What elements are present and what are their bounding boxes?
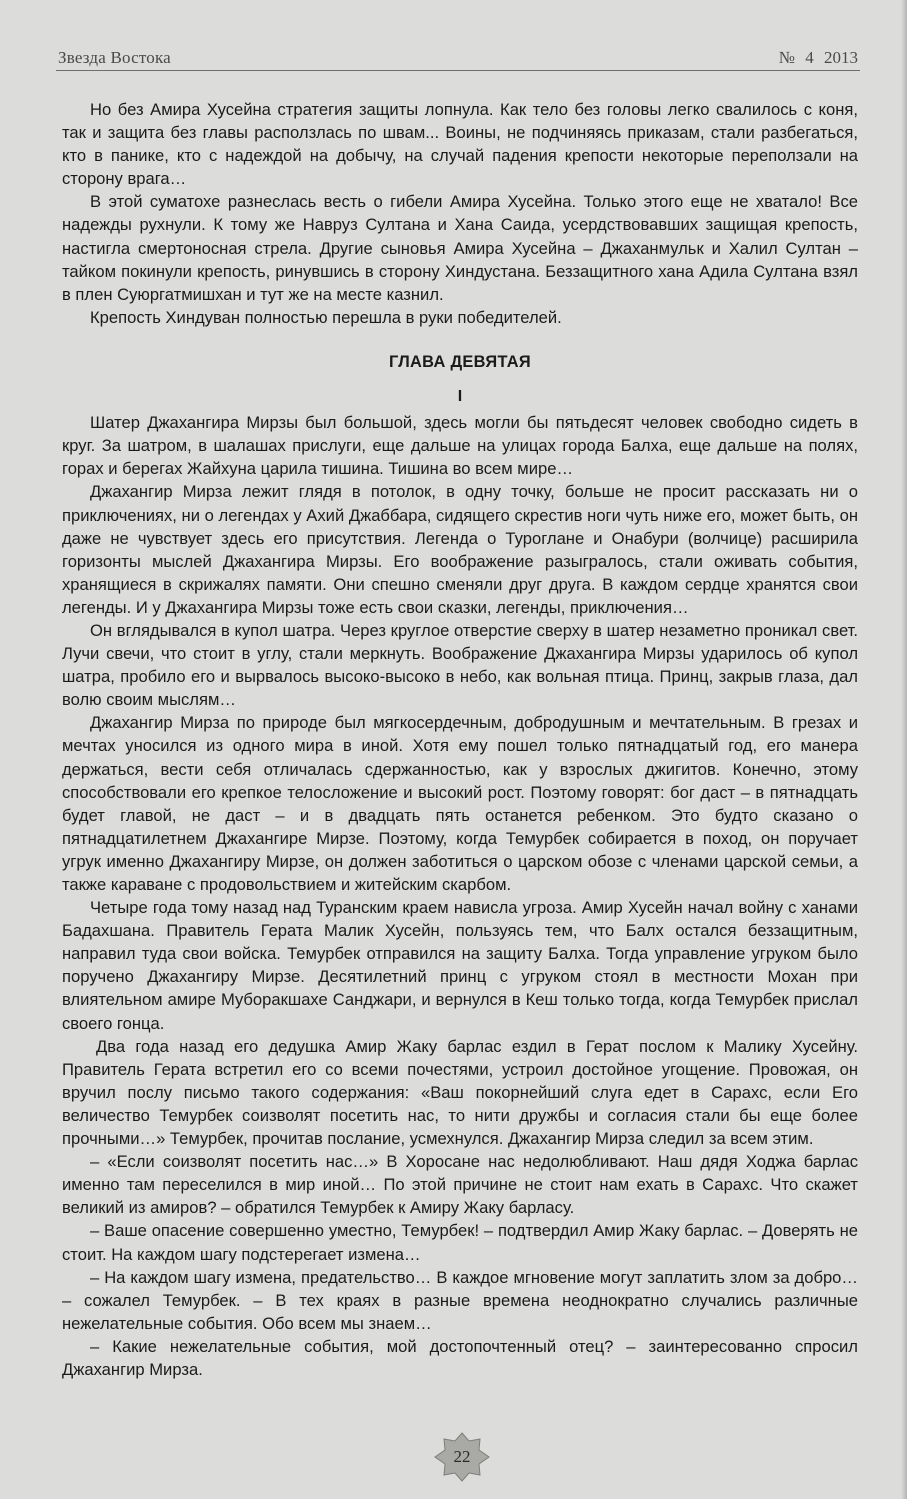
paragraph: – «Если соизволят посетить нас…» В Хоросане нас недолюбливают. Наш дядя Ходжа барлас именно там переселился в мир иной… По этой причине не стоит нам ехать в Сарахс. Что скажет великий из амиров? – обратился Темурбек к Амиру Жаку барласу. [62, 1152, 858, 1218]
page-number-badge [434, 1432, 490, 1482]
paragraph: Два года назад его дедушка Амир Жаку барлас ездил в Герат послом к Малику Хусейну. Правитель Герата встретил его со всеми почестями, устроил достойное угощение. Провожая, он вручил послу письмо такого содержания: «Ваш покорнейший слуга едет в Сарахс, если Его величество Темурбек соизволят посетить нас, то нити дружбы и согласия стали бы еще более прочными…» Темурбек, прочитав послание, усмехнулся. Джахангир Мирза следил за всем этим. [62, 1036, 858, 1149]
chapter-title: ГЛАВА ДЕВЯТАЯ [389, 352, 531, 371]
page-edge-shadow [901, 0, 907, 1499]
paragraph: В этой суматохе разнеслась весть о гибели Амира Хусейна. Только этого еще не хватало! Все надежды рухнули. К тому же Навруз Султана и Хана Саида, усердствовавших защищая крепость, настигла смертоносная стрела. Другие сыновья Амира Хусейна – Джаханмульк и Халил Султан – тайком покинули крепость, ринувшись в сторону Хиндустана. Беззащитного хана Адила Султана взял в плен Суюргатмишхан и тут же на месте казнил. [62, 192, 858, 304]
header-divider [56, 70, 860, 71]
paragraph: Крепость Хиндуван полностью перешла в руки победителей. [90, 307, 562, 327]
paragraph: – Какие нежелательные события, мой достопочтенный отец? – заинтересованно спросил Джахангир Мирза. [62, 1336, 858, 1379]
article-body [62, 98, 858, 1381]
paragraph: Он вглядывался в купол шатра. Через круглое отверстие сверху в шатер незаметно проникал свет. Лучи свечи, что стоит в углу, стали меркнуть. Воображение Джахангира Мирзы ударилось об купол шатра, пробило его и вырвалось высоко-высоко в небо, как вольная птица. Принц, закрыв глаза, дал волю своим мыслям… [62, 620, 858, 710]
issue-label: № 4 2013 [778, 48, 858, 67]
page-number: 22 [453, 1447, 471, 1466]
paragraph: Джахангир Мирза лежит глядя в потолок, в одну точку, больше не просит рассказать ни о приключениях, ни о легендах у Ахий Джаббара, сидящего скрестив ноги чуть ниже его, может быть, он даже не чувствует здесь его присутствия. Легенда о Туроглане и Онабури (волчице) расширила горизонты мыслей Джахангира Мирзы. Его воображение разыгралось, стали оживать события, хранящиеся в скрижалях памяти. Они спешно сменяли друг друга. В каждом сердце хранятся свои легенды. И у Джахангира Мирзы тоже есть свои сказки, легенды, приключения… [62, 482, 858, 617]
paragraph: Джахангир Мирза по природе был мягкосердечным, добродушным и мечтательным. В грезах и мечтах уносился из одного мира в иной. Хотя ему пошел только пятнадцатый год, его манера держаться, вести себя отличалась сдержанностью, как у взрослых джигитов. Конечно, этому способствовали его крепкое телосложение и высокий рост. Поэтому говорят: бог даст – в пятнадцать будет главой, не даст – и в двадцать пять останется ребенком. Это будто сказано о пятнадцатилетнем Джахангире Мирзе. Поэтому, когда Темурбек собирается в поход, он поручает угрук именно Джахангиру Мирзе, он должен заботиться о царском обозе с членами царской семьи, а также караване с продовольствием и житейским скарбом. [62, 713, 858, 894]
paragraph: Но без Амира Хусейна стратегия защиты лопнула. Как тело без головы легко свалилось с коня, так и защита без главы расползлась по швам... Воины, не подчиняясь приказам, стали разбегаться, кто в панике, кто с надеждой на добычу, на случай падения крепости некоторые переползали на сторону врага… [62, 100, 858, 189]
paragraph: – На каждом шагу измена, предательство… В каждое мгновение могут заплатить злом за добро… – сожалел Темурбек. – В тех краях в разные времена неоднократно случались различные нежелательные события. Обо всем мы знаем… [62, 1267, 858, 1333]
paragraph: Четыре года тому назад над Туранским краем нависла угроза. Амир Хусейн начал войну с ханами Бадахшана. Правитель Герата Малик Хусейн, пользуясь тем, что Балх остался беззащитным, направил туда свои войска. Темурбек отправился на защиту Балха. Тогда управление угруком было поручено Джахангиру Мирзе. Десятилетний принц с угруком стоял в местности Мохан при влиятельном амире Муборакшахе Санджари, и вернулся в Кеш только тогда, когда Темурбек прислал своего гонца. [62, 898, 858, 1033]
paragraph: – Ваше опасение совершенно уместно, Темурбек! – подтвердил Амир Жаку барлас. – Доверять не стоит. На каждом шагу подстерегает измена… [62, 1221, 858, 1264]
journal-title: Звезда Востока [58, 48, 171, 67]
section-number: I [457, 388, 463, 406]
paragraph: Шатер Джахангира Мирзы был большой, здесь могли бы пятьдесят человек свободно сидеть в круг. За шатром, в шалашах прислуги, еще дальше на улицах города Балха, еще дальше на полях, горах и берегах Жайхуна царила тишина. Тишина во всем мире… [62, 413, 858, 479]
